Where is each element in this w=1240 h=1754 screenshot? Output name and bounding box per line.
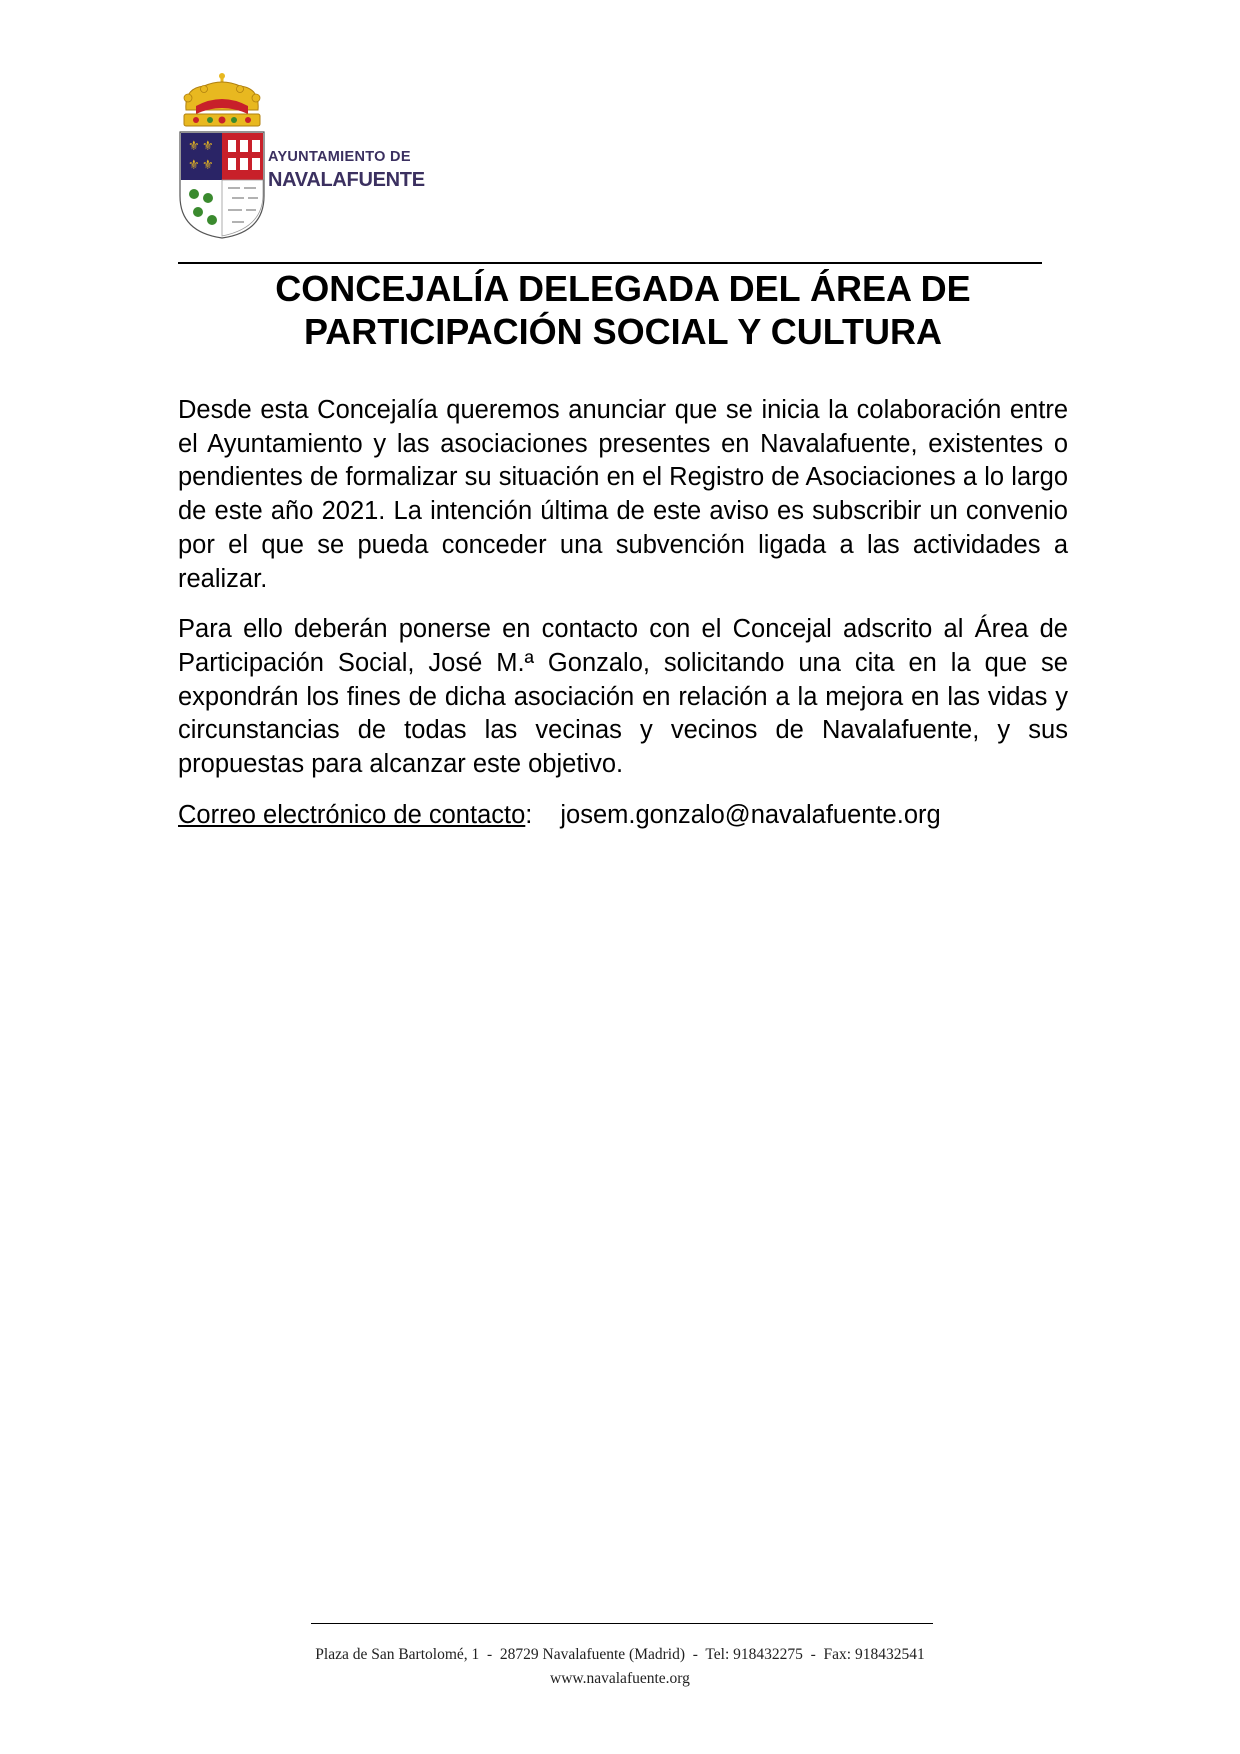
svg-text:⚜: ⚜ — [188, 138, 200, 153]
municipal-logo — [178, 70, 425, 240]
contact-colon: : — [525, 800, 533, 829]
page-footer — [0, 1643, 1240, 1691]
logo-line-2: NAVALAFUENTE — [268, 169, 425, 191]
title-line-1: CONCEJALÍA DELEGADA DEL ÁREA DE — [275, 268, 971, 309]
contact-email-link[interactable]: josem.gonzalo@navalafuente.org — [560, 800, 941, 829]
footer-website[interactable]: www.navalafuente.org — [550, 1670, 690, 1687]
contact-line — [178, 799, 1068, 833]
title-line-2: PARTICIPACIÓN SOCIAL Y CULTURA — [303, 311, 943, 352]
paragraph-announcement: Desde esta Concejalía queremos anunciar que se inicia la colaboración entre el Ayuntamiento y las asociaciones presentes en Navalafuente, existentes o pendientes de formalizar su situación en el Registro de Asociaciones a lo largo de este año 2021. La intención última de este aviso es subscribir un convenio por el que se pueda conceder una subvención ligada a las actividades a realizar. — [178, 396, 1068, 593]
footer-divider — [311, 1623, 933, 1624]
logo-text — [268, 149, 425, 192]
paragraph-instructions: Para ello deberán ponerse en contacto con el Concejal adscrito al Área de Participación Social, José M.ª Gonzalo, solicitando una cita en la que se expondrán los fines de dicha asociación en relación a la mejora en las vidas y circunstancias de todas las vecinas y vecinos de Navalafuente, y sus propuestas para alcanzar este objetivo. — [178, 615, 1068, 779]
coat-of-arms-icon — [178, 70, 266, 240]
document-title — [178, 267, 1068, 353]
contact-label: Correo electrónico de contacto — [178, 800, 526, 829]
footer-address: Plaza de San Bartolomé, 1 - 28729 Navalafuente (Madrid) - Tel: 918432275 - Fax: 918432541 — [315, 1646, 925, 1663]
logo-line-1: AYUNTAMIENTO DE — [268, 149, 411, 165]
svg-text:⚜: ⚜ — [202, 157, 214, 172]
header-divider — [178, 262, 1042, 264]
svg-text:⚜: ⚜ — [202, 138, 214, 153]
document-body — [178, 394, 1068, 849]
svg-text:⚜: ⚜ — [188, 157, 200, 172]
